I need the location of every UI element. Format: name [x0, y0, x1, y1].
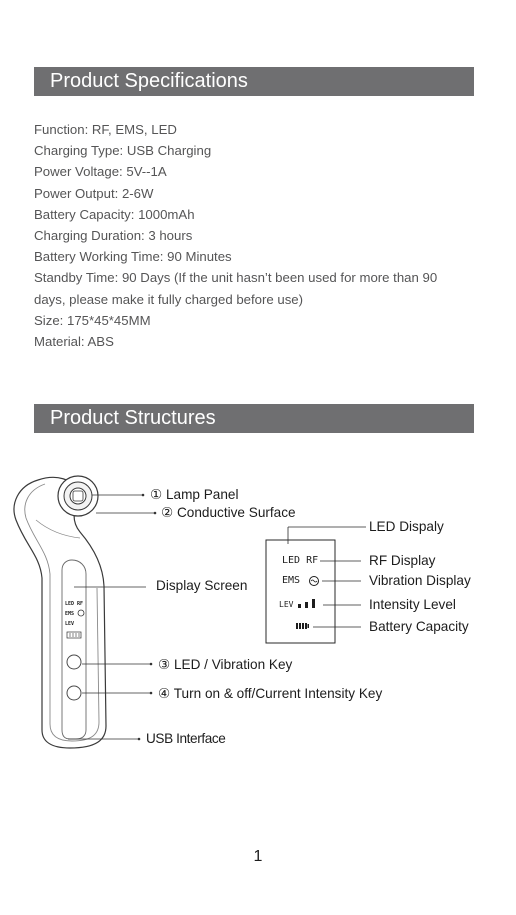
screen-led-rf-text: LED RF — [282, 555, 319, 566]
spec-line: Battery Working Time: 90 Minutes — [34, 249, 232, 265]
spec-line: Material: ABS — [34, 334, 114, 350]
usb-interface-label: USB Interface — [146, 731, 226, 746]
device-screen-lev: LEV — [65, 621, 75, 627]
spec-line: Charging Duration: 3 hours — [34, 228, 193, 244]
spec-line: Power Voltage: 5V--1A — [34, 164, 167, 180]
spec-line: Standby Time: 90 Days (If the unit hasn’t been used for more than 90 — [34, 270, 438, 286]
rf-display-label: RF Display — [369, 553, 436, 568]
led-vibration-key-label: ③ LED / Vibration Key — [158, 657, 293, 672]
spec-line: days, please make it fully charged before use) — [34, 291, 304, 307]
spec-line: Size: 175*45*45MM — [34, 312, 151, 328]
spec-line: Function: RF, EMS, LED — [34, 122, 177, 137]
screen-lev-text: LEV — [279, 600, 294, 609]
structures-heading: Product Structures — [34, 404, 474, 433]
spec-line: Battery Capacity: 1000mAh — [34, 206, 195, 222]
power-key-icon — [67, 686, 81, 700]
spec-line: Power Output: 2-6W — [34, 185, 154, 201]
spec-line: Charging Type: USB Charging — [34, 143, 212, 159]
specifications-heading: Product Specifications — [34, 67, 474, 96]
product-structure-diagram — [0, 460, 516, 770]
led-vibration-key-icon — [67, 655, 81, 669]
specifications-list — [34, 119, 484, 352]
page-number: 1 — [253, 848, 263, 865]
battery-capacity-label: Battery Capacity — [369, 619, 469, 634]
device-screen-led-rf: LED RF — [65, 601, 84, 607]
lamp-panel-label: ① Lamp Panel — [150, 487, 239, 502]
screen-ems-text: EMS — [282, 575, 301, 586]
vibration-display-label: Vibration Display — [369, 573, 471, 588]
display-screen-label: Display Screen — [156, 578, 248, 593]
led-display-label: LED Dispaly — [369, 519, 444, 534]
power-key-label: ④ Turn on & off/Current Intensity Key — [158, 686, 383, 701]
lamp-panel-icon — [58, 476, 98, 516]
conductive-surface-label: ② Conductive Surface — [161, 505, 296, 520]
intensity-level-label: Intensity Level — [369, 597, 456, 612]
device-screen-ems: EMS — [65, 611, 75, 617]
screen-detail-box — [266, 527, 366, 643]
